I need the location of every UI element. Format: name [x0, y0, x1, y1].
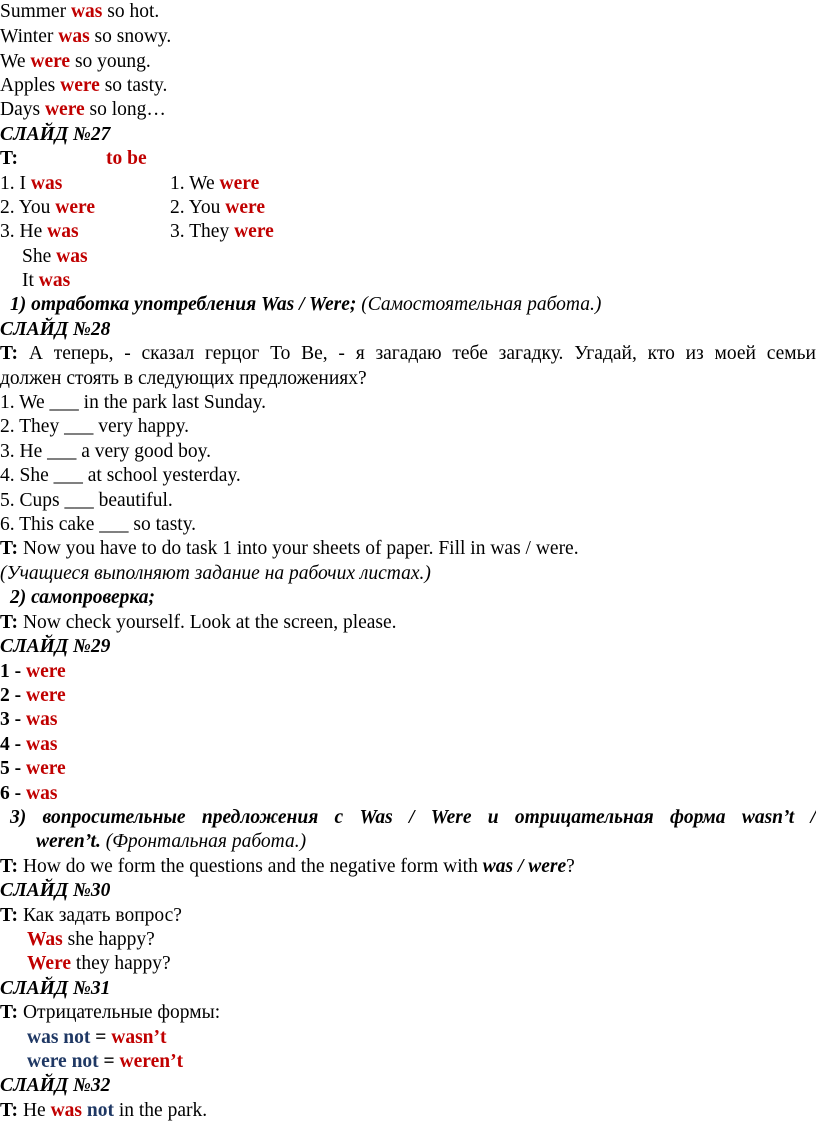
conjugation-row: 3. He was 3. They were	[0, 221, 274, 242]
riddle-word: сказал	[141, 343, 195, 364]
poem-line: We were so young.	[0, 51, 151, 72]
slide-heading: СЛАЙД №28	[0, 319, 111, 340]
step3-word: Was	[359, 807, 393, 828]
check-instruction: T: Now check yourself. Look at the screen, please.	[0, 612, 397, 633]
answer-item: 5 - were	[0, 758, 66, 779]
answer-item: 3 - was	[0, 709, 58, 730]
slide-heading: СЛАЙД №29	[0, 636, 111, 657]
to-be-header: T: to be	[0, 148, 147, 169]
step3-word: и	[487, 807, 499, 828]
step3-word: отрицательная	[514, 807, 654, 828]
step3-word: 3)	[10, 807, 27, 828]
negative-form: was not = wasn’t	[27, 1027, 167, 1048]
riddle-word: загадку.	[498, 343, 564, 364]
negative-instruction: T: Отрицательные формы:	[0, 1002, 221, 1023]
conjugation-row: She was	[22, 246, 88, 267]
task-instruction: T: Now you have to do task 1 into your sheets of paper. Fill in was / were.	[0, 538, 579, 559]
answer-item: 6 - was	[0, 783, 58, 804]
riddle-word: моей	[714, 343, 756, 364]
poem-line: Apples were so tasty.	[0, 75, 168, 96]
riddle-word: тебе	[452, 343, 488, 364]
riddle-word: из	[685, 343, 704, 364]
step3-word: /	[810, 807, 816, 828]
riddle-word: А	[28, 343, 43, 364]
riddle-word: Ве,	[301, 343, 328, 364]
poem-line: Winter was so snowy.	[0, 26, 172, 47]
question-example: Was she happy?	[27, 929, 155, 950]
conjugation-row: It was	[22, 270, 71, 291]
step3-word: Were	[430, 807, 472, 828]
riddle-line: T: А теперь, - сказал герцог То Ве, - я загадаю тебе загадку. Угадай, кто из моей семьи	[0, 343, 816, 364]
conjugation-row: 1. I was 1. We were	[0, 173, 260, 194]
riddle-word: -	[338, 343, 345, 364]
question-example: Were they happy?	[27, 953, 171, 974]
step3-word: wasn’t	[741, 807, 795, 828]
riddle-word: То	[270, 343, 291, 364]
slide-heading: СЛАЙД №31	[0, 978, 111, 999]
task-note: (Учащиеся выполняют задание на рабочих листах.)	[0, 563, 431, 584]
riddle-word: теперь,	[53, 343, 114, 364]
step-heading: 1) отработка употребления Was / Were; (Самостоятельная работа.)	[10, 294, 602, 315]
riddle-word: я	[355, 343, 365, 364]
step-heading-continued: weren’t. (Фронтальная работа.)	[36, 831, 307, 852]
riddle-line: должен стоять в следующих предложениях?	[0, 368, 367, 389]
exercise-item: 3. He ___ a very good boy.	[0, 441, 212, 462]
riddle-word: загадаю	[375, 343, 442, 364]
step3-word: /	[409, 807, 415, 828]
step3-word: вопросительные	[42, 807, 186, 828]
ask-instruction: T: Как задать вопрос?	[0, 905, 182, 926]
form-question: T: How do we form the questions and the negative form with was / were?	[0, 856, 575, 877]
negative-form: were not = weren’t	[27, 1051, 184, 1072]
answer-item: 1 - were	[0, 661, 66, 682]
step-heading: 2) самопроверка;	[10, 587, 155, 608]
answer-item: 4 - was	[0, 734, 58, 755]
exercise-item: 1. We ___ in the park last Sunday.	[0, 392, 266, 413]
riddle-word: кто	[647, 343, 675, 364]
slide-heading: СЛАЙД №30	[0, 880, 111, 901]
poem-line: Days were so long…	[0, 99, 166, 120]
exercise-item: 4. She ___ at school yesterday.	[0, 465, 241, 486]
answer-item: 2 - were	[0, 685, 66, 706]
slide-heading: СЛАЙД №27	[0, 124, 111, 145]
exercise-item: 5. Cups ___ beautiful.	[0, 490, 173, 511]
example-sentence: T: He was not in the park.	[0, 1100, 208, 1121]
riddle-word: Угадай,	[574, 343, 637, 364]
step3-word: с	[334, 807, 344, 828]
step-heading	[10, 806, 816, 830]
step3-word: форма	[669, 807, 726, 828]
conjugation-row: 2. You were 2. You were	[0, 197, 265, 218]
step3-word: предложения	[201, 807, 319, 828]
exercise-item: 6. This cake ___ so tasty.	[0, 514, 197, 535]
poem-line: Summer was so hot.	[0, 1, 160, 22]
slide-heading: СЛАЙД №32	[0, 1075, 111, 1096]
riddle-word: семьи	[766, 343, 816, 364]
riddle-word: -	[124, 343, 131, 364]
exercise-item: 2. They ___ very happy.	[0, 416, 190, 437]
riddle-word: герцог	[205, 343, 260, 364]
